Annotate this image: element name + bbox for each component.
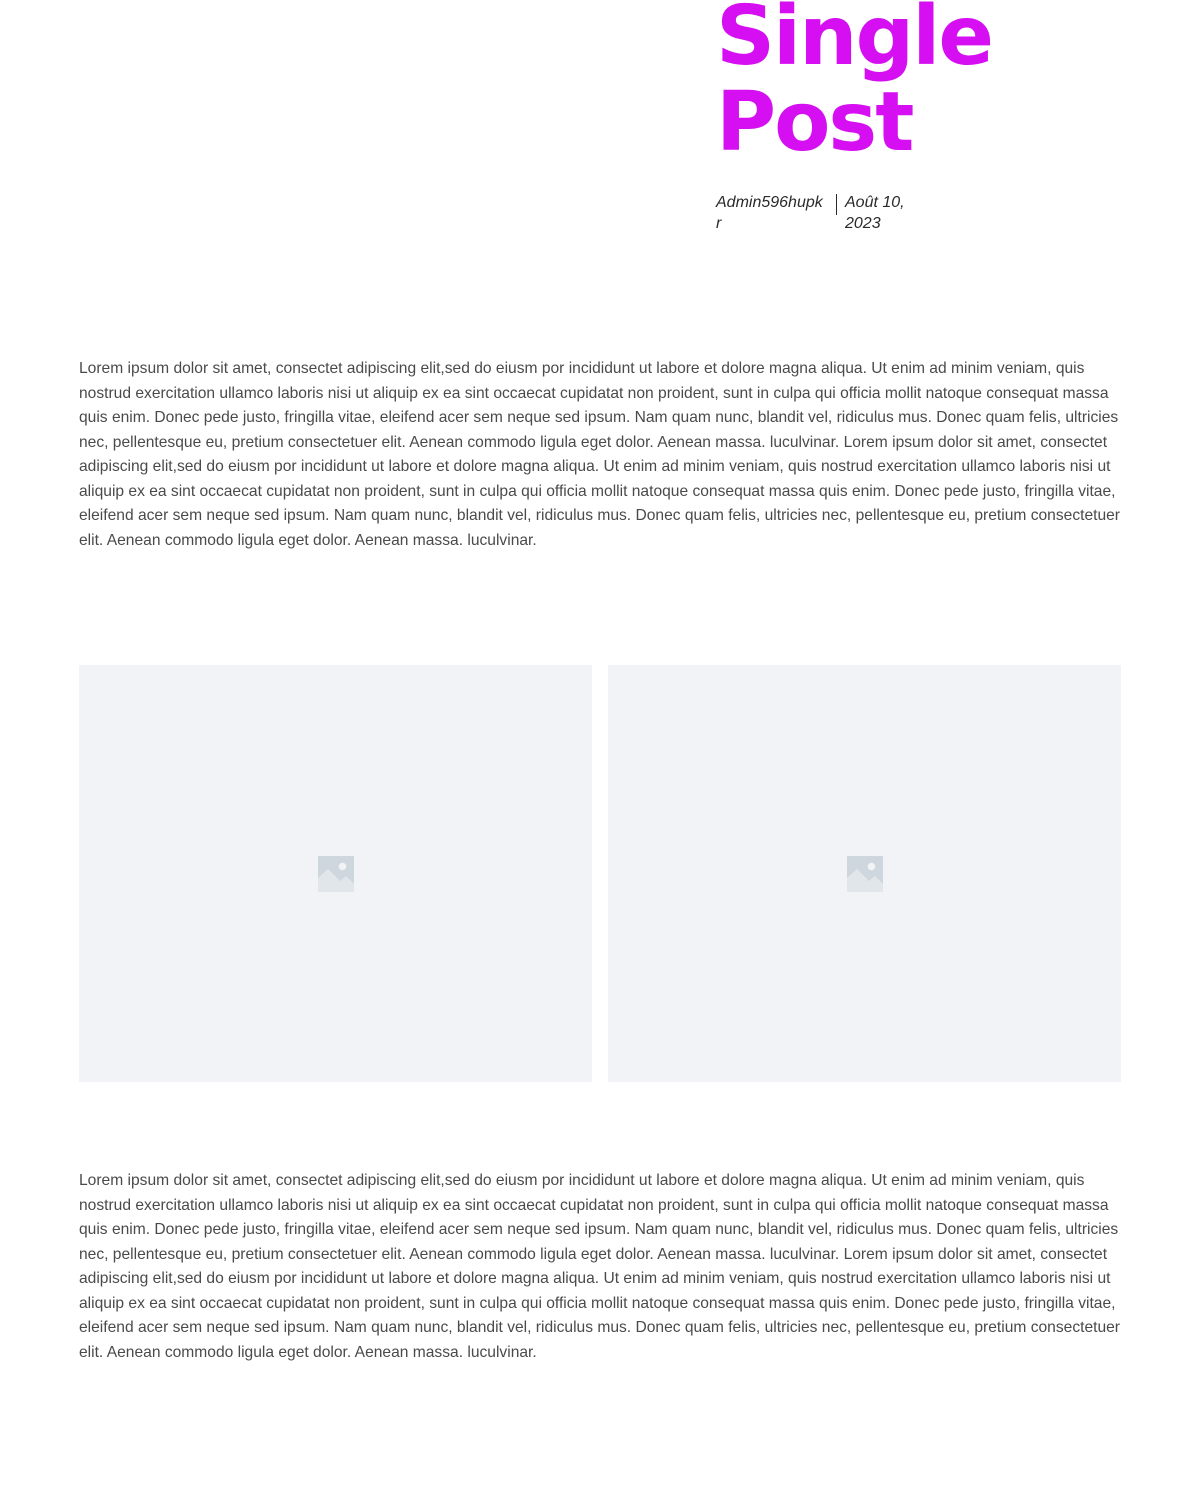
gallery-image-2[interactable] <box>608 665 1121 1082</box>
image-gallery <box>79 665 1121 1082</box>
post-paragraph-2: Lorem ipsum dolor sit amet, consectet adipiscing elit,sed do eiusm por incididunt ut labore et dolore magna aliqua. Ut enim ad minim veniam, quis nostrud exercitation ullamco laboris nisi ut aliquip ex ea sint occaecat cupidatat non proident, sunt in culpa qui officia mollit natoque consequat massa quis enim. Donec pede justo, fringilla vitae, eleifend acer sem neque sed ipsum. Nam quam nunc, blandit vel, ridiculus mus. Donec quam felis, ultricies nec, pellentesque eu, pretium consectetuer elit. Aenean commodo ligula eget dolor. Aenean massa. luculvinar. Lorem ipsum dolor sit amet, consectet adipiscing elit,sed do eiusm por incididunt ut labore et dolore magna aliqua. Ut enim ad minim veniam, quis nostrud exercitation ullamco laboris nisi ut aliquip ex ea sint occaecat cupidatat non proident, sunt in culpa qui officia mollit natoque consequat massa quis enim. Donec pede justo, fringilla vitae, eleifend acer sem neque sed ipsum. Nam quam nunc, blandit vel, ridiculus mus. Donec quam felis, ultricies nec, pellentesque eu, pretium consectetuer elit. Aenean commodo ligula eget dolor. Aenean massa. luculvinar. <box>79 1172 1120 1361</box>
image-placeholder-icon <box>318 856 354 892</box>
meta-divider <box>836 194 837 215</box>
page-title-line-1: Single <box>716 0 992 84</box>
post-date-link[interactable]: Août 10, 2023 <box>845 194 905 232</box>
post-meta <box>716 192 915 234</box>
post-paragraph-1: Lorem ipsum dolor sit amet, consectet adipiscing elit,sed do eiusm por incididunt ut labore et dolore magna aliqua. Ut enim ad minim veniam, quis nostrud exercitation ullamco laboris nisi ut aliquip ex ea sint occaecat cupidatat non proident, sunt in culpa qui officia mollit natoque consequat massa quis enim. Donec pede justo, fringilla vitae, eleifend acer sem neque sed ipsum. Nam quam nunc, blandit vel, ridiculus mus. Donec quam felis, ultricies nec, pellentesque eu, pretium consectetuer elit. Aenean commodo ligula eget dolor. Aenean massa. luculvinar. Lorem ipsum dolor sit amet, consectet adipiscing elit,sed do eiusm por incididunt ut labore et dolore magna aliqua. Ut enim ad minim veniam, quis nostrud exercitation ullamco laboris nisi ut aliquip ex ea sint occaecat cupidatat non proident, sunt in culpa qui officia mollit natoque consequat massa quis enim. Donec pede justo, fringilla vitae, eleifend acer sem neque sed ipsum. Nam quam nunc, blandit vel, ridiculus mus. Donec quam felis, ultricies nec, pellentesque eu, pretium consectetuer elit. Aenean commodo ligula eget dolor. Aenean massa. luculvinar. <box>79 360 1120 549</box>
page-title-line-2: Post <box>716 75 913 170</box>
gallery-image-1[interactable] <box>79 665 592 1082</box>
post-header <box>716 0 1156 232</box>
page-title <box>716 0 1156 170</box>
image-placeholder-icon <box>847 856 883 892</box>
post-author-link[interactable]: Admin596hupkr <box>716 194 823 232</box>
